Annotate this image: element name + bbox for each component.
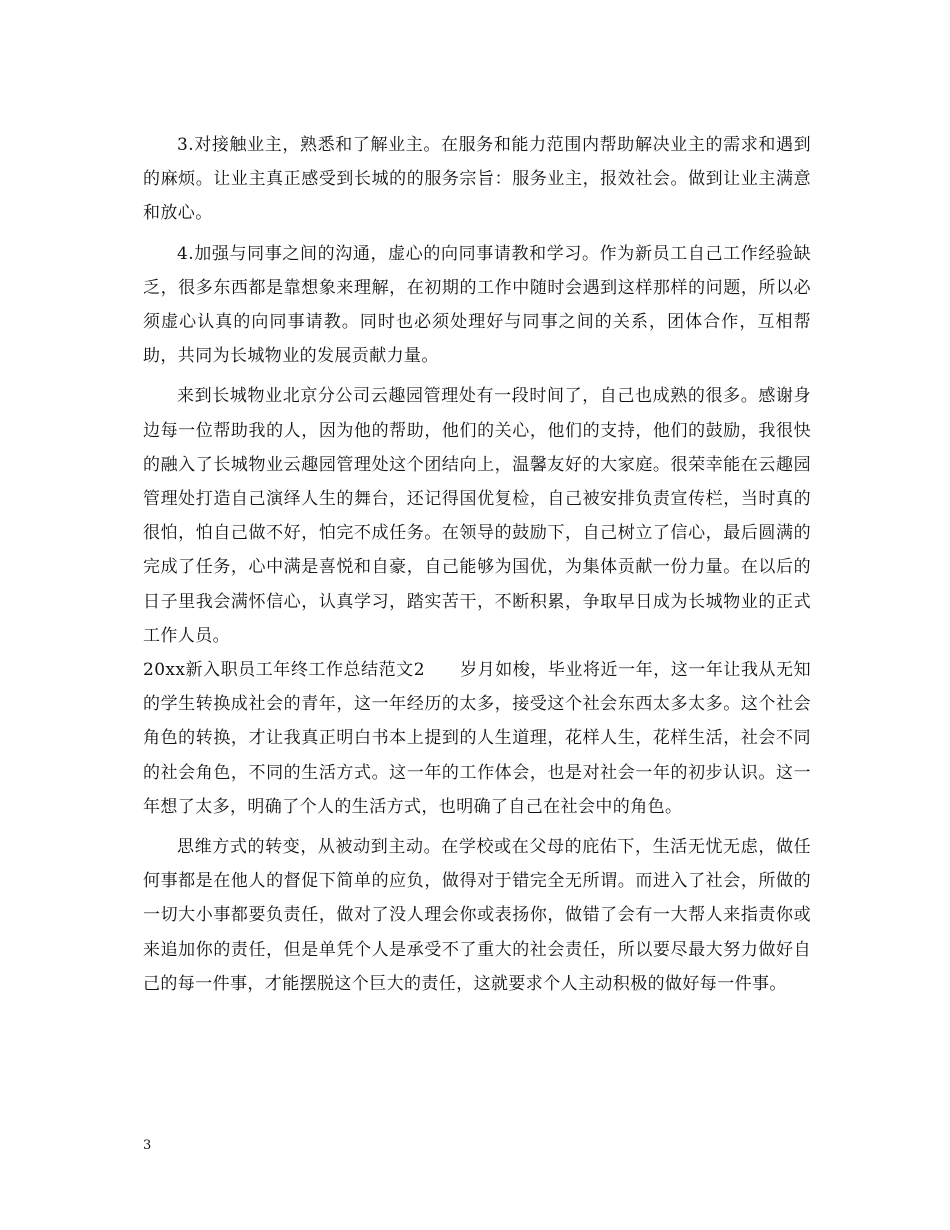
paragraph-summary-title-and-intro: 20xx新入职员工年终工作总结范文2 岁月如梭，毕业将近一年，这一年让我从无知的学生转换成社会的青年，这一年经历的太多，接受这个社会东西太多太多。这个社会角色的转换，才让我真正明白书本上提到的人生道理，花样人生，花样生活，社会不同的社会角色，不同的生活方式。这一年的工作体会，也是对社会一年的初步认识。这一年想了太多，明确了个人的生活方式，也明确了自己在社会中的角色。 [143,660,811,817]
paragraph-reflection: 来到长城物业北京分公司云趣园管理处有一段时间了，自己也成熟的很多。感谢身边每一位帮助我的人，因为他的帮助，他们的关心，他们的支持，他们的鼓励，我很快的融入了长城物业云趣园管理处这个团结向上，温馨友好的大家庭。很荣幸能在云趣园管理处打造自己演绎人生的舞台，还记得国优复检，自己被安排负责宣传栏，当时真的很怕，怕自己做不好，怕完不成任务。在领导的鼓励下，自己树立了信心，最后圆满的完成了任务，心中满是喜悦和自豪，自己能够为国优，为集体贡献一份力量。在以后的日子里我会满怀信心，认真学习，踏实苦干，不断积累，争取早日成为长城物业的正式工作人员。 [143,386,811,646]
paragraph-item-3: 3.对接触业主，熟悉和了解业主。在服务和能力范围内帮助解决业主的需求和遇到的麻烦。让业主真正感受到长城的的服务宗旨：服务业主，报效社会。做到让业主满意和放心。 [143,135,811,224]
page-number: 3 [143,1138,152,1153]
document-body [143,128,811,1001]
paragraph-mindset-change: 思维方式的转变，从被动到主动。在学校或在父母的庇佑下，生活无忧无虑，做任何事都是在他人的督促下简单的应负，做得对于错完全无所谓。而进入了社会，所做的一切大小事都要负责任，做对了没人理会你或表扬你，做错了会有一大帮人来指责你或来追加你的责任，但是单凭个人是承受不了重大的社会责任，所以要尽最大努力做好自己的每一件事，才能摆脱这个巨大的责任，这就要求个人主动积极的做好每一件事。 [143,837,811,994]
paragraph-item-4: 4.加强与同事之间的沟通，虚心的向同事请教和学习。作为新员工自己工作经验缺乏，很多东西都是靠想象来理解，在初期的工作中随时会遇到这样那样的问题，所以必须虚心认真的向同事请教。同时也必须处理好与同事之间的关系，团体合作，互相帮助，共同为长城物业的发展贡献力量。 [143,243,811,367]
